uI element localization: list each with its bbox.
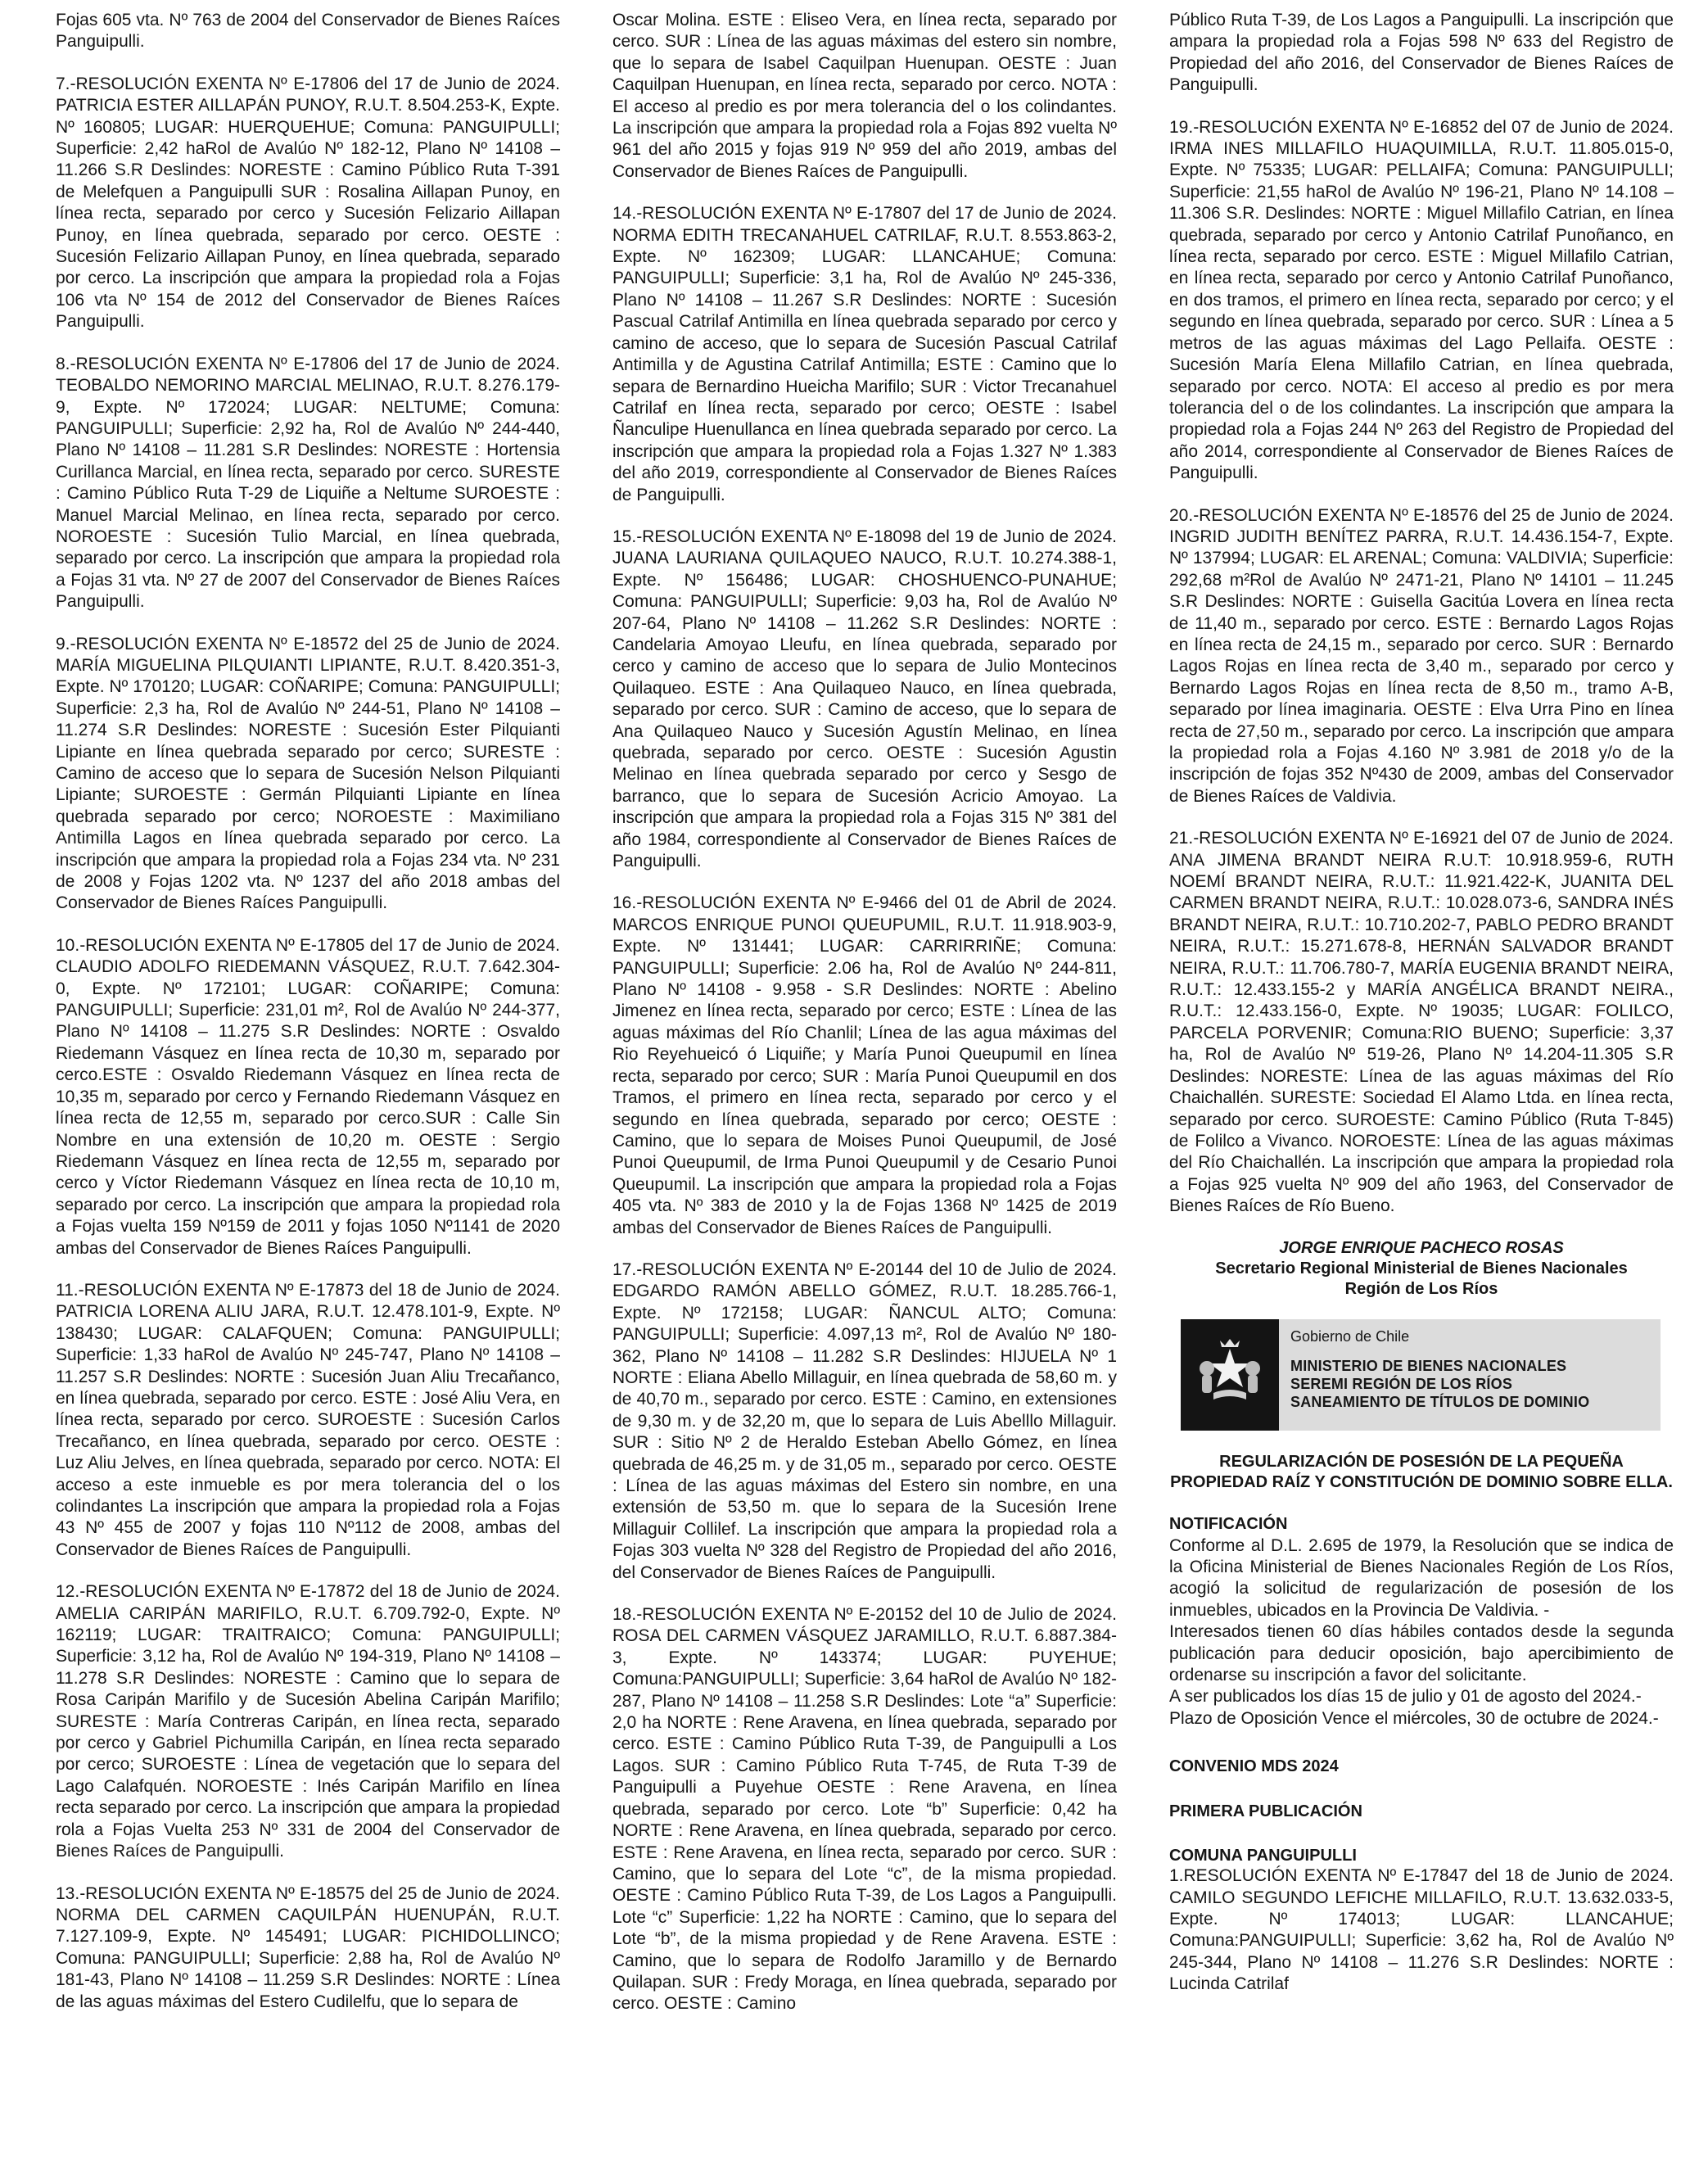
entry-13: 13.-RESOLUCIÓN EXENTA Nº E-18575 del 25 de Junio de 2024. NORMA DEL CARMEN CAQUILPÁN HUENUPÁN, R.U.T. 7.127.109-9, Expte. Nº 145491; LUGAR: PICHIDOLLINCO; Comuna: PANGUIPULLI; Superficie: 2,88 ha, Rol de Avalúo Nº 181-43, Plano Nº 14108 – 11.259 S.R Deslindes: NORTE : Línea de las aguas máximas del Estero Cudilelfu, que lo separa de — [56, 1883, 560, 2011]
column-1 — [56, 10, 560, 2015]
chile-coat-of-arms-icon — [1181, 1319, 1279, 1431]
convenio-heading: CONVENIO MDS 2024 — [1169, 1757, 1339, 1776]
entry-20: 20.-RESOLUCIÓN EXENTA Nº E-18576 del 25 de Junio de 2024. INGRID JUDITH BENÍTEZ PARRA, R.U.T. 14.436.154-7, Expte. Nº 137994; LUGAR: EL ARENAL; Comuna: VALDIVIA; Superficie: 292,68 m²Rol de Avalúo Nº 2471-21, Plano Nº 14101 – 11.245 S.R Deslindes: NORTE : Guisella Gacitúa Lovera en línea recta de 11,40 m., separado por cerco. ESTE : Bernardo Lagos Rojas en línea recta de 24,15 m., separado por cerco. SUR : Bernardo Lagos Rojas en línea recta de 3,40 m., separado por cerco y Bernardo Lagos Rojas en línea recta de 8,50 m., tramo A-B, separado por línea imaginaria. OESTE : Elva Urra Pino en línea recta de 27,50 m., separado por cerco. La inscripción que ampara la propiedad rola a Fojas 4.160 Nº 3.981 de 2018 y/o de la inscripción de fojas 352 Nº430 de 2009, ambas del Conservador de Bienes Raíces de Valdivia. — [1169, 505, 1674, 806]
notification-paragraph: Conforme al D.L. 2.695 de 1979, la Resolución que se indica de la Oficina Ministerial de Bienes Nacionales Región de Los Ríos, acogió la solicitud de regularización de posesión de los inmuebles, ubicados en la Provincia De Valdivia. - — [1169, 1535, 1674, 1620]
ministry-name: MINISTERIO DE BIENES NACIONALES — [1290, 1357, 1567, 1374]
notification-paragraph: A ser publicados los días 15 de julio y 01 de agosto del 2024.- — [1169, 1687, 1642, 1707]
entry-16: 16.-RESOLUCIÓN EXENTA Nº E-9466 del 01 de Abril de 2024. MARCOS ENRIQUE PUNOI QUEUPUMIL, R.U.T. 11.918.903-9, Expte. Nº 131441; LUGAR: CARRIRRIÑE; Comuna: PANGUIPULLI; Superficie: 2.06 ha, Rol de Avalúo Nº 244-811, Plano Nº 14108 - 9.958 - S.R Deslindes: NORTE : Abelino Jimenez en línea recta, separado por cerco; ESTE : Línea de las aguas máximas del Río Chanlil; Línea de las agua máximas del Rio Reyehueicó ó Liquiñe; y María Punoi Queupumil en línea recta, separado por cerco; SUR : María Punoi Queupumil en dos Tramos, el primero en línea recta, separado por cerco y el segundo en línea quebrada, separado por cerco; OESTE : Camino, que lo separa de Moises Punoi Queupumil, de José Punoi Queupumil, de Irma Punoi Queupumil y de Cesario Punoi Queupumil. La inscripción que ampara la propiedad rola a Fojas 405 vta. Nº 383 de 2010 y la de Fojas 1368 Nº 1425 de 2019 ambas del Conservador de Bienes Raíces de Panguipulli. — [612, 893, 1117, 1237]
entry-10: 10.-RESOLUCIÓN EXENTA Nº E-17805 del 17 de Junio de 2024. CLAUDIO ADOLFO RIEDEMANN VÁSQUEZ, R.U.T. 7.642.304-0, Expte. Nº 172101; LUGAR: COÑARIPE; Comuna: PANGUIPULLI; Superficie: 231,01 m², Rol de Avalúo Nº 244-377, Plano Nº 14108 – 11.275 S.R Deslindes: NORTE : Osvaldo Riedemann Vásquez en línea recta de 10,30 m, separado por cerco.ESTE : Osvaldo Riedemann Vásquez en línea recta de 10,35 m, separado por cerco y Fernando Riedemann Vásquez en línea recta de 12,55 m, separado por cerco.SUR : Calle Sin Nombre en una extensión de 10,20 m. OESTE : Sergio Riedemann Vásquez en línea recta de 12,55 m, separado por cerco y Víctor Riedemann Vásquez en línea recta de 10,10 m, separado por cerco. La inscripción que ampara la propiedad rola a Fojas vuelta 159 Nº159 de 2011 y fojas 1050 Nº1141 de 2020 ambas del Conservador de Bienes Raíces Panguipulli. — [56, 935, 560, 1258]
columns — [56, 10, 1693, 2015]
entry-9: 9.-RESOLUCIÓN EXENTA Nº E-18572 del 25 de Junio de 2024. MARÍA MIGUELINA PILQUIANTI LIPIANTE, R.U.T. 8.420.351-3, Expte. Nº 170120; LUGAR: COÑARIPE; Comuna: PANGUIPULLI; Superficie: 2,3 ha, Rol de Avalúo Nº 244-51, Plano Nº 14108 – 11.274 S.R Deslindes: NORESTE : Sucesión Ester Pilquianti Lipiante en línea quebrada separado por cerco; SURESTE : Camino de acceso que lo separa de Sucesión Nelson Pilquianti Lipiante; SUROESTE : Germán Pilquianti Lipiante en línea quebrada separado por cerco; NOROESTE : Maximiliano Antimilla Lagos en línea quebrada separado por cerco. La inscripción que ampara la propiedad rola a Fojas 234 vta. Nº 231 de 2008 y Fojas 1202 vta. Nº 1237 del año 2018 ambas del Conservador de Bienes Raíces Panguipulli. — [56, 634, 560, 913]
entry-17: 17.-RESOLUCIÓN EXENTA Nº E-20144 del 10 de Julio de 2024. EDGARDO RAMÓN ABELLO GÓMEZ, R.U.T. 18.285.766-1, Expte. Nº 172158; LUGAR: ÑANCUL ALTO; Comuna: PANGUIPULLI; Superficie: 4.097,13 m², Rol de Avalúo Nº 180-362, Plano Nº 14108 – 11.282 S.R Deslindes: HIJUELA Nº 1 NORTE : Eliana Abello Millaguir, en línea quebrada de 58,60 m. y de 40,70 m., separado por cerco. ESTE : Camino, en extensiones de 9,30 m. y de 32,20 m, que lo separa de Luis Abelllo Millaguir. SUR : Sitio Nº 2 de Heraldo Esteban Abello Gómez, en línea quebrada de 46,25 m. y de 31,05 m., separado por cerco. OESTE : Línea de las aguas máximas del Estero sin nombre, en una extensión de 53,50 m. que lo separa de la Sucesión Irene Millaguir Collilef. La inscripción que ampara la propiedad rola a Fojas 303 vuelta Nº 328 del Registro de Propiedad del año 2016, del Conservador de Bienes Raíces de Panguipulli. — [612, 1259, 1117, 1582]
entry-12: 12.-RESOLUCIÓN EXENTA Nº E-17872 del 18 de Junio de 2024. AMELIA CARIPÁN MARIFILO, R.U.T. 6.709.792-0, Expte. Nº 162119; LUGAR: TRAITRAICO; Comuna: PANGUIPULLI; Superficie: 3,12 ha, Rol de Avalúo Nº 194-319, Plano Nº 14108 – 11.278 S.R Deslindes: NORESTE : Camino que lo separa de Rosa Caripán Marifilo y de Sucesión Abelina Caripán Marifilo; SURESTE : María Contreras Caripán, en línea recta, separado por cerco y Gabriel Pichumilla Caripán, en línea recta separado por cerco; SUROESTE : Línea de vegetación que lo separa del Lago Calafquén. NOROESTE : Inés Caripán Marifilo en línea recta separado por cerco. La inscripción que ampara la propiedad rola a Fojas Vuelta 253 Nº 331 de 2004 del Conservador de Bienes Raíces de Panguipulli. — [56, 1582, 560, 1861]
notification-body — [1169, 1535, 1674, 1730]
entry-8: 8.-RESOLUCIÓN EXENTA Nº E-17806 del 17 de Junio de 2024. TEOBALDO NEMORINO MARCIAL MELINAO, R.U.T. 8.276.179-9, Expte. Nº 172024; LUGAR: NELTUME; Comuna: PANGUIPULLI; Superficie: 2,92 ha, Rol de Avalúo Nº 244-440, Plano Nº 14108 – 11.281 S.R Deslindes: NORESTE : Hortensia Curillanca Marcial, en línea recta, separado por cerco. SURESTE : Camino Público Ruta T-29 de Liquiñe a Neltume SUROESTE : Manuel Marcial Melinao, en línea recta, separado por cerco. NOROESTE : Sucesión Tulio Marcial, en línea quebrada, separado por cerco. La inscripción que ampara la propiedad rola a Fojas 31 vta. Nº 27 de 2007 del Conservador de Bienes Raíces Panguipulli. — [56, 354, 560, 612]
entry-7: 7.-RESOLUCIÓN EXENTA Nº E-17806 del 17 de Junio de 2024. PATRICIA ESTER AILLAPÁN PUNOY, R.U.T. 8.504.253-K, Expte. Nº 160805; LUGAR: HUERQUEHUE; Comuna: PANGUIPULLI; Superficie: 2,42 haRol de Avalúo Nº 182-12, Plano Nº 14108 – 11.266 S.R Deslindes: NORESTE : Camino Público Ruta T-391 de Melefquen a Panguipulli SUR : Rosalina Aillapan Punoy, en línea recta, separado por cerco y Sucesión Felizario Aillapan Punoy, en línea quebrada, separado por cerco. OESTE : Sucesión Felizario Aillapan Punoy, en línea quebrada, separado por cerco. La inscripción que ampara la propiedad rola a Fojas 106 vta Nº 154 de 2012 del Conservador de Bienes Raíces Panguipulli. — [56, 74, 560, 332]
entry-19: 19.-RESOLUCIÓN EXENTA Nº E-16852 del 07 de Junio de 2024. IRMA INES MILLAFILO HUAQUIMILLA, R.U.T. 11.805.015-0, Expte. Nº 75335; LUGAR: PELLAIFA; Comuna: PANGUIPULLI; Superficie: 21,55 haRol de Avalúo Nº 196-21, Plano Nº 14.108 – 11.306 S.R. Deslindes: NORTE : Miguel Millafilo Catrian, en línea quebrada, separado por cerco y Antonio Catrilaf Punoñanco, en línea recta, separado por cerco. ESTE : Miguel Millafilo Catrian, en línea recta, separado por cerco y Antonio Catrilaf Punoñanco, en dos tramos, el primero en línea recta, separado por cerco; y el segundo en línea quebrada, separado por cerco. SUR : Línea a 5 metros de las aguas máximas del Lago Pellaifa. OESTE : Sucesión María Elena Millafilo Catrian, en línea quebrada, separado por cerco. NOTA: El acceso al predio es por mera tolerancia del o de los colindantes. La inscripción que ampara la propiedad rola a Fojas 244 Nº 263 del Registro de Propiedad del año 2014, correspondiente al Conservador de Bienes Raíces de Panguipulli. — [1169, 117, 1674, 483]
entry-1: 1.RESOLUCIÓN EXENTA Nº E-17847 del 18 de Junio de 2024. CAMILO SEGUNDO LEFICHE MILLAFILO, R.U.T. 13.632.033-5, Expte. Nº 174013; LUGAR: LLANCAHUE; Comuna:PANGUIPULLI; Superficie: 3,62 ha, Rol de Avalúo Nº 245-344, Plano Nº 14108 – 11.276 S.R Deslindes: NORTE : Lucinda Catrilaf — [1169, 1866, 1674, 1994]
signatory-name: JORGE ENRIQUE PACHECO ROSAS — [1279, 1238, 1564, 1257]
seremi-name: SEREMI REGIÓN DE LOS RÍOS — [1290, 1375, 1513, 1392]
column-3 — [1169, 10, 1674, 2015]
entry-21: 21.-RESOLUCIÓN EXENTA Nº E-16921 del 07 de Junio de 2024. ANA JIMENA BRANDT NEIRA R.U.T: 10.918.959-6, RUTH NOEMÍ BRANDT NEIRA, R.U.T.: 11.921.422-K, JUANITA DEL CARMEN BRANDT NEIRA, R.U.T.: 10.028.073-6, SANDRA INÉS BRANDT NEIRA, R.U.T.: 10.710.202-7, PABLO PEDRO BRANDT NEIRA, R.U.T.: 15.271.678-8, HERNÁN SALVADOR BRANDT NEIRA, R.U.T.: 11.706.780-7, MARÍA EUGENIA BRANDT NEIRA, R.U.T.: 12.433.155-2 y MARÍA ANGÉLICA BRANDT NEIRA., R.U.T.: 12.433.156-0, Expte. Nº 19035; LUGAR: FOLILCO, PARCELA PORVENIR; Comuna:RIO BUENO; Superficie: 3,37 ha, Rol de Avalúo Nº 519-26, Plano Nº 14.204-11.305 S.R Deslindes: NORESTE: Línea de las aguas máximas del Río Chaichallén. SURESTE: Sociedad El Alamo Ltda. en línea recta, separado por cerco. SUROESTE: Camino Público (Ruta T-845) de Folilco a Vivanco. NOROESTE: Línea de las aguas máximas del Río Chaichallén. La inscripción que ampara la propiedad rola a Fojas 925 vuelta Nº 909 del año 1963, del Conservador de Bienes Raíces de Río Bueno. — [1169, 829, 1674, 1216]
regularization-title — [1169, 1452, 1674, 1493]
entry-11: 11.-RESOLUCIÓN EXENTA Nº E-17873 del 18 de Junio de 2024. PATRICIA LORENA ALIU JARA, R.U.T. 12.478.101-9, Expte. Nº 138430; LUGAR: CALAFQUEN; Comuna: PANGUIPULLI; Superficie: 1,33 haRol de Avalúo Nº 245-747, Plano Nº 14108 –11.257 S.R Deslindes: NORTE : Sucesión Juan Aliu Trecañanco, en línea quebrada, separado por cerco. ESTE : José Aliu Vera, en línea recta, separado por cerco. SUROESTE : Sucesión Carlos Trecañanco, en línea quebrada, separado por cerco. OESTE : Luz Aliu Jelves, en línea quebrada, separado por cerco. NOTA: El acceso a este inmueble es por mera tolerancia del o los colindantes La inscripción que ampara la propiedad rola a Fojas 43 Nº 455 de 2007 y fojas 110 Nº112 de 2008, ambas del Conservador de Bienes Raíces de Panguipulli. — [56, 1280, 560, 1559]
signatory-title: Secretario Regional Ministerial de Bienes Nacionales — [1215, 1259, 1628, 1277]
program-name: SANEAMIENTO DE TÍTULOS DE DOMINIO — [1290, 1393, 1590, 1410]
commune-heading: COMUNA PANGUIPULLI — [1169, 1847, 1357, 1865]
logo-text — [1279, 1319, 1589, 1431]
entry-14: 14.-RESOLUCIÓN EXENTA Nº E-17807 del 17 de Junio de 2024. NORMA EDITH TRECANAHUEL CATRILAF, R.U.T. 8.553.863-2, Expte. Nº 162309; LUGAR: LLANCAHUE; Comuna: PANGUIPULLI; Superficie: 3,1 ha, Rol de Avalúo Nº 245-336, Plano Nº 14108 – 11.267 S.R Deslindes: NORTE : Sucesión Pascual Catrilaf Antimilla en línea quebrada separado por cerco y camino de acceso, que lo separa de Sucesión Pascual Catrilaf Antimilla y de Agustina Catrilaf Antimilla; ESTE : Camino que lo separa de Bernardino Hueicha Marifilo; SUR : Victor Trecanahuel Catrilaf en línea recta, separado por cerco; OESTE : Isabel Ñanculipe Huenullanca en línea quebrada separado por cerco. La inscripción que ampara la propiedad rola a Fojas 1.327 Nº 1.383 del año 2019, correspondiente al Conservador de Bienes Raíces de Panguipulli. — [612, 204, 1117, 504]
entry-continuation: Fojas 605 vta. Nº 763 de 2004 del Conservador de Bienes Raíces Panguipulli. — [56, 11, 560, 52]
entry-15: 15.-RESOLUCIÓN EXENTA Nº E-18098 del 19 de Junio de 2024. JUANA LAURIANA QUILAQUEO NAUCO, R.U.T. 10.274.388-1, Expte. Nº 156486; LUGAR: CHOSHUENCO-PUNAHUE; Comuna: PANGUIPULLI; Superficie: 9,03 ha, Rol de Avalúo Nº 207-64, Plano Nº 14108 – 11.262 S.R Deslindes: NORTE : Candelaria Amoyao Lleufu, en línea quebrada, separado por cerco y camino de acceso que lo separa de Julio Montecinos Quilaqueo. ESTE : Ana Quilaqueo Nauco, en línea quebrada, separado por cerco. SUR : Camino de acceso, que lo separa de Ana Quilaqueo Nauco y Sucesión Agustín Melinao, en línea quebrada, separado por cerco. OESTE : Sucesión Agustin Melinao en línea quebrada separado por cerco y Sesgo de barranco, que lo separa de Sucesión Acricio Amoyao. La inscripción que ampara la propiedad rola a Fojas 315 Nº 381 del año 1984, correspondiente al Conservador de Bienes Raíces de Panguipulli. — [612, 527, 1117, 871]
notification-paragraph: Plazo de Oposición Vence el miércoles, 30 de octubre de 2024.- — [1169, 1708, 1659, 1728]
column-2 — [612, 10, 1117, 2015]
entry-18-continuation: Público Ruta T-39, de Los Lagos a Panguipulli. La inscripción que ampara la propiedad rola a Fojas 598 Nº 633 del Registro de Propiedad del año 2016, del Conservador de Bienes Raíces de Panguipulli. — [1169, 11, 1674, 95]
entry-18: 18.-RESOLUCIÓN EXENTA Nº E-20152 del 10 de Julio de 2024. ROSA DEL CARMEN VÁSQUEZ JARAMILLO, R.U.T. 6.887.384-3, Expte. Nº 143374; LUGAR: PUYEHUE; Comuna:PANGUIPULLI; Superficie: 3,64 haRol de Avalúo Nº 182-287, Plano Nº 14108 – 11.258 S.R Deslindes: Lote “a” Superficie: 2,0 ha NORTE : Rene Aravena, en línea quebrada, separado por cerco. ESTE : Camino Público Ruta T-39, de Panguipulli a Los Lagos. SUR : Camino Público Ruta T-745, de Ruta T-39 de Panguipulli a Puyehue OESTE : Rene Aravena, en línea quebrada, separado por cerco. Lote “b” Superficie: 0,42 ha NORTE : Rene Aravena, en línea quebrada, separado por cerco. ESTE : Rene Aravena, en línea recta, separado por cerco. SUR : Camino, que lo separa del Lote “c”, de la misma propiedad. OESTE : Camino Público Ruta T-39, de Los Lagos a Panguipulli. Lote “c” Superficie: 1,22 ha NORTE : Camino, que lo separa del Lote “b”, de la misma propiedad y de Rene Aravena. ESTE : Camino, que lo separa de Rodolfo Jaramillo y de Bernardo Quilapan. SUR : Fredy Moraga, en línea quebrada, separado por cerco. OESTE : Camino — [612, 1605, 1117, 2014]
notification-heading: NOTIFICACIÓN — [1169, 1514, 1288, 1533]
regularization-line-2: PROPIEDAD RAÍZ Y CONSTITUCIÓN DE DOMINIO SOBRE ELLA. — [1170, 1472, 1673, 1491]
notification-paragraph: Interesados tienen 60 días hábiles contados desde la segunda publicación para deducir oposición, bajo apercibimiento de ordenarse su inscripción a favor del solicitante. — [1169, 1622, 1674, 1684]
regularization-line-1: REGULARIZACIÓN DE POSESIÓN DE LA PEQUEÑA — [1219, 1452, 1624, 1471]
entry-13-continuation: Oscar Molina. ESTE : Eliseo Vera, en línea recta, separado por cerco. SUR : Línea de las aguas máximas del estero sin nombre, que lo separa de Isabel Caquilpan Huenupan. OESTE : Juan Caquilpan Huenupan, en línea recta, separado por cerco. NOTA : El acceso al predio es por mera tolerancia del o los colindantes. La inscripción que ampara la propiedad rola a Fojas 892 vuelta Nº 961 del año 2015 y fojas 919 Nº 959 del año 2019, ambas del Conservador de Bienes Raíces de Panguipulli. — [612, 11, 1117, 181]
ministry-logo-banner — [1181, 1319, 1661, 1431]
signature-block — [1169, 1238, 1674, 1300]
signatory-region: Región de Los Ríos — [1344, 1279, 1498, 1298]
publication-heading: PRIMERA PUBLICACIÓN — [1169, 1802, 1362, 1821]
government-label: Gobierno de Chile — [1290, 1327, 1410, 1345]
